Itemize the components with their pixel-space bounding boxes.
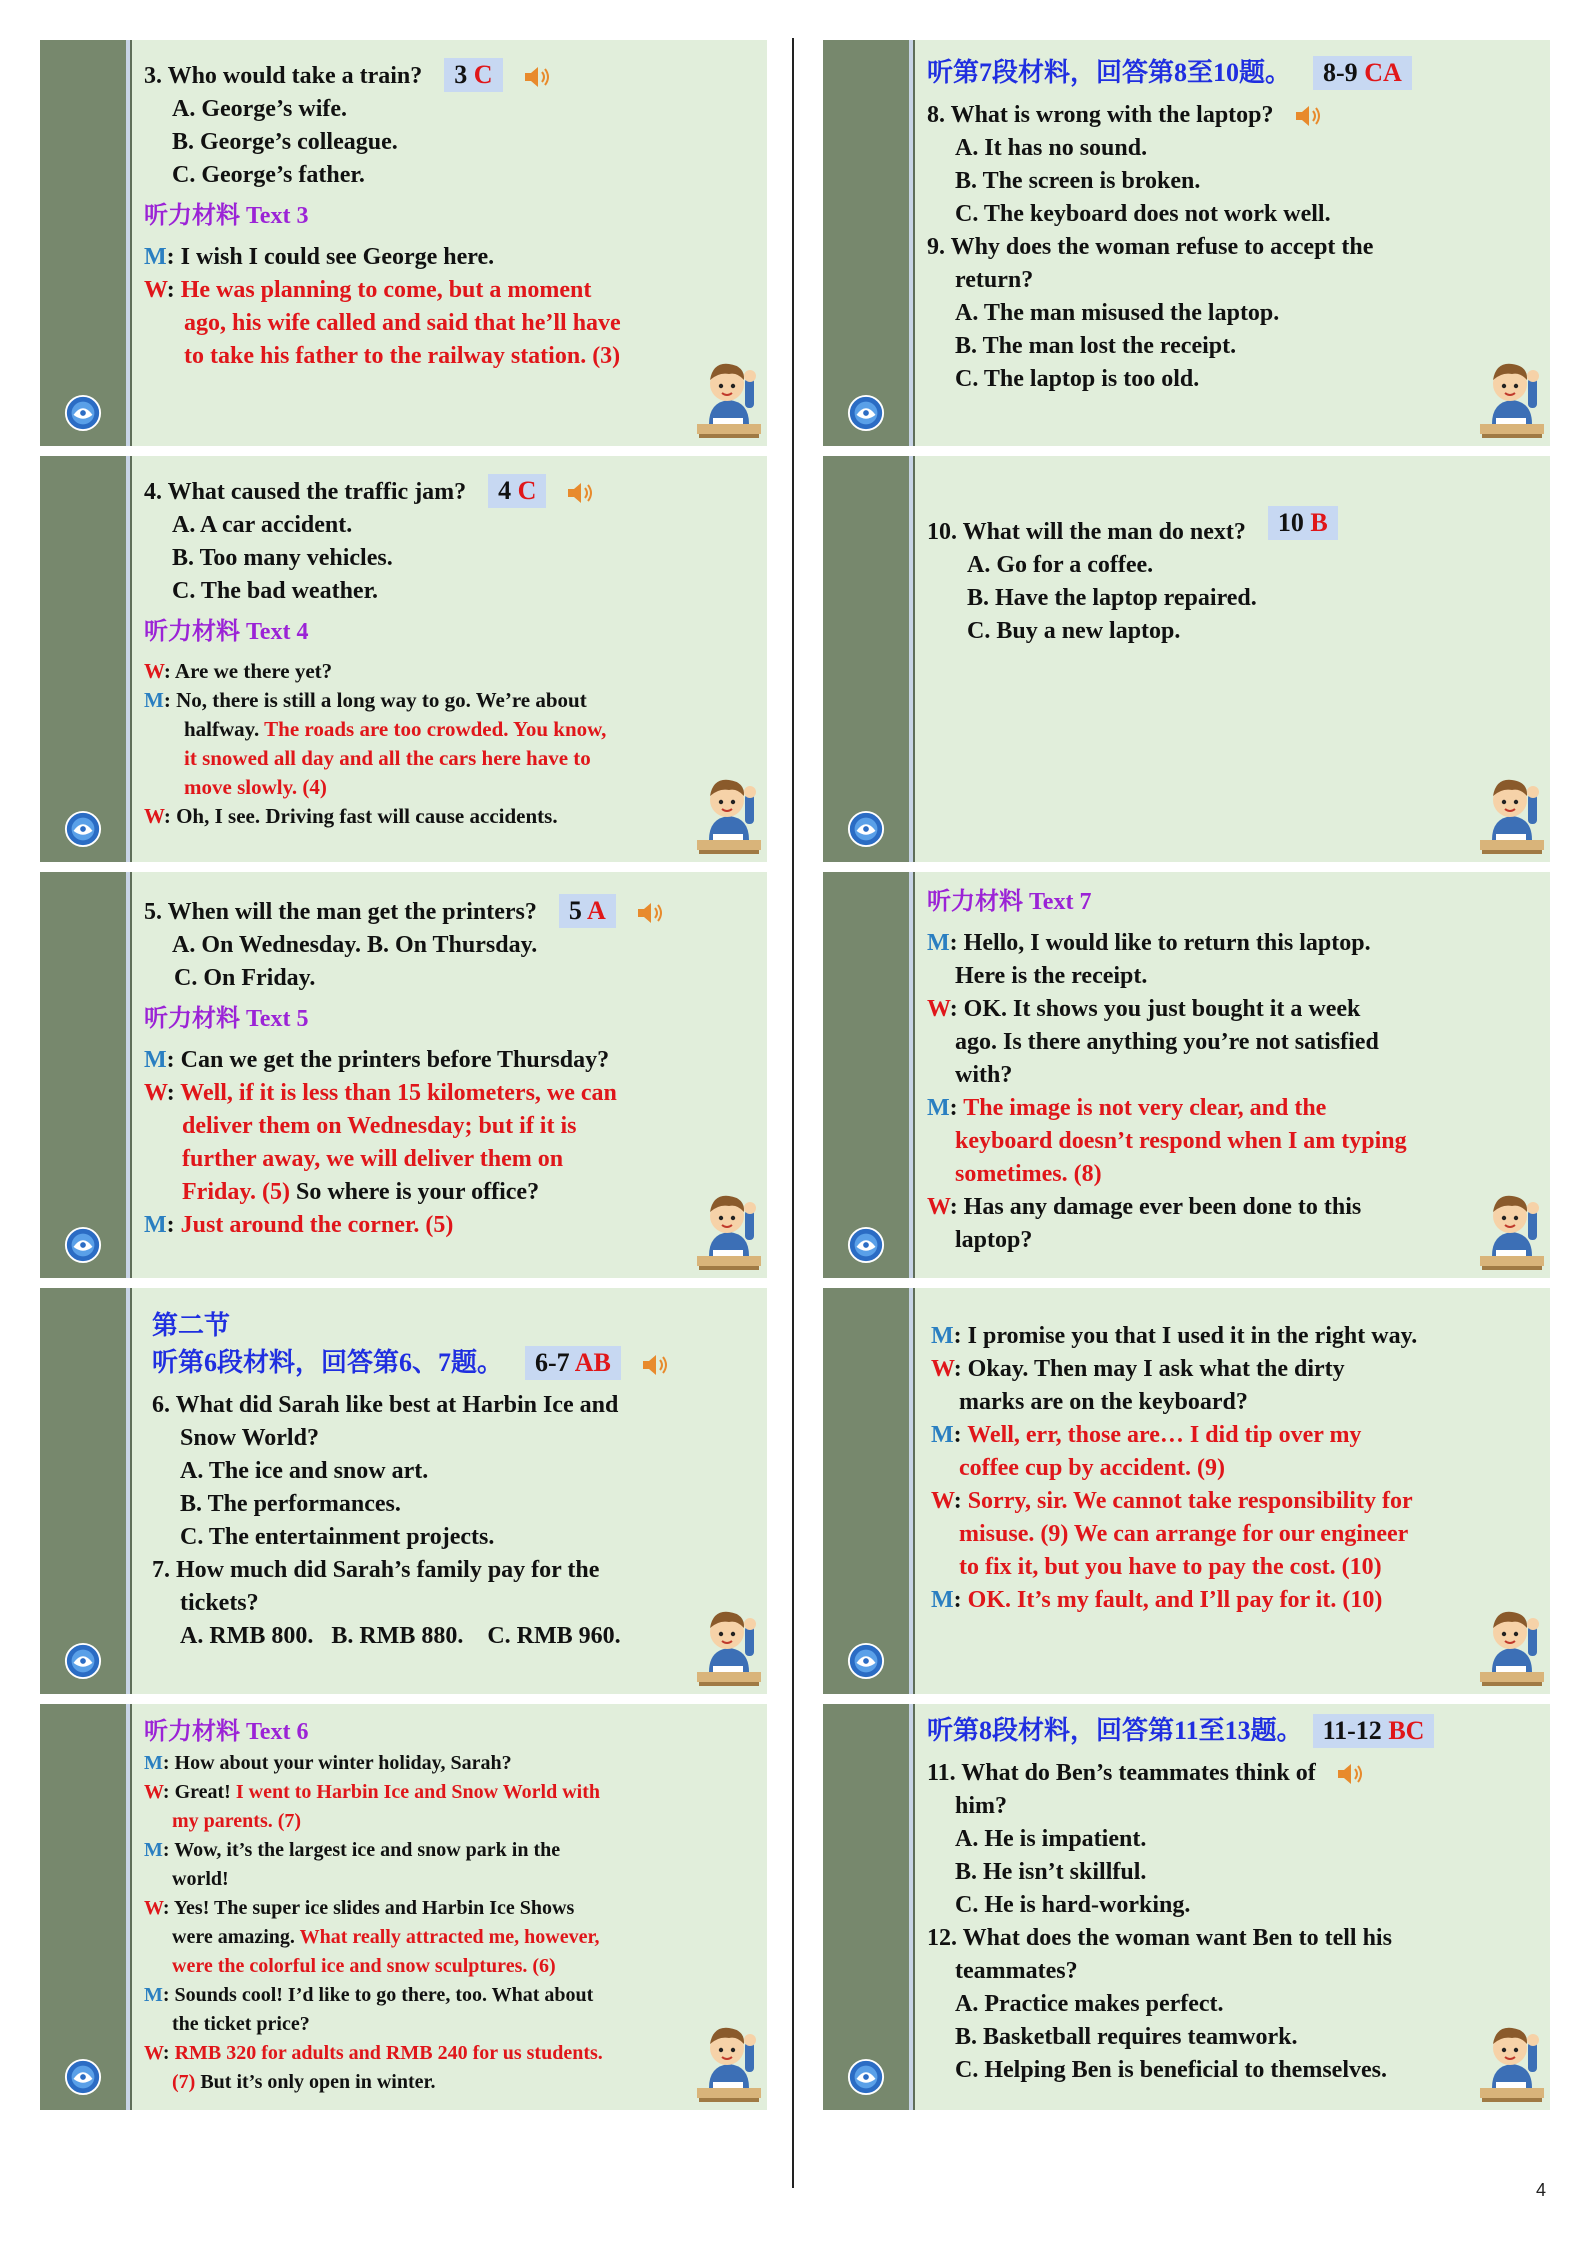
options-row: A. RMB 800. B. RMB 880. C. RMB 960.	[180, 1623, 621, 1649]
option-b: B. Too many vehicles.	[172, 545, 393, 571]
dialogue-line: W: He was planning to come, but a moment	[144, 277, 592, 303]
transcript-heading: 听力材料 Text 3	[144, 203, 309, 229]
option-a: A. It has no sound.	[955, 135, 1148, 161]
dialogue-line: sometimes. (8)	[955, 1161, 1102, 1187]
question-line	[927, 99, 1478, 132]
question-text: return?	[955, 267, 1034, 293]
dialogue-line: were amazing. What really attracted me, however,	[172, 1926, 600, 1948]
dialogue-line: with?	[955, 1062, 1013, 1088]
slide-questions-11-12	[823, 1704, 1550, 2110]
dialogue-line: M: Hello, I would like to return this laptop.	[927, 930, 1371, 956]
school-logo-icon	[64, 2058, 102, 2096]
slide-side-strip	[823, 40, 909, 446]
option-c: C. The bad weather.	[172, 578, 379, 604]
dialogue-line: halfway. The roads are too crowded. You know,	[184, 717, 607, 741]
slide-side-strip	[40, 40, 126, 446]
dialogue-line: Here is the receipt.	[955, 963, 1148, 989]
student-mascot-icon	[1478, 766, 1546, 856]
dialogue-line: Friday. (5) So where is your office?	[182, 1179, 540, 1205]
dialogue-line: misuse. (9) We can arrange for our engineer	[959, 1521, 1409, 1547]
dialogue-line: it snowed all day and all the cars here have to	[184, 746, 591, 770]
option-a: A. A car accident.	[172, 512, 353, 538]
dialogue-line: deliver them on Wednesday; but if it is	[182, 1113, 577, 1139]
slide-side-strip	[40, 1288, 126, 1694]
dialogue-line: W: RMB 320 for adults and RMB 240 for us students.	[144, 2042, 603, 2064]
school-logo-icon	[847, 394, 885, 432]
student-mascot-icon	[695, 1182, 763, 1272]
slide-text-7	[823, 872, 1550, 1278]
question-text: 8. What is wrong with the laptop?	[927, 102, 1274, 128]
school-logo-icon	[64, 1642, 102, 1680]
option-b: B. Have the laptop repaired.	[967, 585, 1257, 611]
school-logo-icon	[64, 394, 102, 432]
option-b: B. Basketball requires teamwork.	[955, 2024, 1298, 2050]
school-logo-icon	[847, 2058, 885, 2096]
answer-badge: 6-7 AB	[525, 1346, 621, 1380]
question-text: 10. What will the man do next?	[927, 519, 1246, 545]
dialogue-line: W: Yes! The super ice slides and Harbin Ice Shows	[144, 1897, 575, 1919]
option-c: C. The entertainment projects.	[180, 1524, 495, 1550]
slide-question-4	[40, 456, 767, 862]
question-line	[144, 894, 695, 929]
question-line	[927, 508, 1478, 549]
option-b: B. He isn’t skillful.	[955, 1859, 1147, 1885]
dialogue-line: move slowly. (4)	[184, 775, 327, 799]
speaker-icon[interactable]	[641, 1352, 671, 1378]
answer-badge: 3 C	[444, 58, 502, 92]
option-c: C. On Friday.	[174, 965, 316, 991]
section-heading-line: 听第7段材料，回答第8至10题。 8-9 CA	[927, 56, 1478, 91]
slide-questions-8-9	[823, 40, 1550, 446]
dialogue-line: W: OK. It shows you just bought it a week	[927, 996, 1361, 1022]
option-b: B. George’s colleague.	[172, 129, 398, 155]
dialogue-line: W: Okay. Then may I ask what the dirty	[931, 1356, 1345, 1382]
school-logo-icon	[64, 810, 102, 848]
slide-question-5	[40, 872, 767, 1278]
question-text: teammates?	[955, 1958, 1078, 1984]
school-logo-icon	[847, 1226, 885, 1264]
option-a: A. Practice makes perfect.	[955, 1991, 1224, 2017]
dialogue-line: (7) But it’s only open in winter.	[172, 2071, 436, 2093]
dialogue-line: ago, his wife called and said that he’ll have	[184, 310, 621, 336]
question-text: 9. Why does the woman refuse to accept the	[927, 234, 1374, 260]
option-b: B. The man lost the receipt.	[955, 333, 1237, 359]
option-c: C. The laptop is too old.	[955, 366, 1200, 392]
question-text: 5. When will the man get the printers?	[144, 899, 537, 925]
question-text: 7. How much did Sarah’s family pay for the	[152, 1557, 600, 1583]
question-text: 3. Who would take a train?	[144, 63, 423, 89]
dialogue-line: W: Great! I went to Harbin Ice and Snow World with	[144, 1781, 600, 1803]
transcript-heading: 听力材料 Text 4	[144, 619, 309, 645]
option-a: A. Go for a coffee.	[967, 552, 1154, 578]
slide-side-strip	[823, 872, 909, 1278]
option-c: C. The keyboard does not work well.	[955, 201, 1331, 227]
answer-badge: 5 A	[559, 894, 616, 928]
dialogue-line: M: No, there is still a long way to go. We’re about	[144, 688, 587, 712]
option-a: A. George’s wife.	[172, 96, 348, 122]
school-logo-icon	[847, 1642, 885, 1680]
question-line	[927, 1757, 1490, 1790]
speaker-icon[interactable]	[636, 900, 666, 926]
section-heading-line: 听第6段材料，回答第6、7题。 6-7 AB	[152, 1346, 695, 1381]
dialogue-line: W: Oh, I see. Driving fast will cause accidents.	[144, 804, 558, 828]
slide-side-strip	[40, 456, 126, 862]
speaker-icon[interactable]	[1294, 103, 1324, 129]
option-b: B. The screen is broken.	[955, 168, 1201, 194]
dialogue-line: ago. Is there anything you’re not satisfied	[955, 1029, 1379, 1055]
transcript-heading: 听力材料 Text 7	[927, 889, 1092, 915]
question-line	[144, 474, 695, 509]
question-text: 11. What do Ben’s teammates think of	[927, 1760, 1316, 1786]
option-a: A. The man misused the laptop.	[955, 300, 1280, 326]
dialogue-line: laptop?	[955, 1227, 1033, 1253]
column-divider	[792, 38, 794, 2188]
question-text: Snow World?	[180, 1425, 319, 1451]
student-mascot-icon	[695, 766, 763, 856]
dialogue-line: the ticket price?	[172, 2013, 310, 2035]
question-text: 4. What caused the traffic jam?	[144, 479, 467, 505]
dialogue-line: M: Wow, it’s the largest ice and snow park in the	[144, 1839, 561, 1861]
answer-badge: 4 C	[488, 474, 546, 508]
dialogue-line: keyboard doesn’t respond when I am typing	[955, 1128, 1407, 1154]
dialogue-line: W: Has any damage ever been done to this	[927, 1194, 1362, 1220]
option-a: A. The ice and snow art.	[180, 1458, 429, 1484]
question-text: 6. What did Sarah like best at Harbin Ice and	[152, 1392, 619, 1418]
slide-section-two	[40, 1288, 767, 1694]
student-mascot-icon	[1478, 350, 1546, 440]
student-mascot-icon	[1478, 1182, 1546, 1272]
speaker-icon[interactable]	[566, 480, 596, 506]
section-heading-line: 听第8段材料，回答第11至13题。 11-12 BC	[927, 1714, 1490, 1749]
dialogue-line: M: Can we get the printers before Thursday?	[144, 1047, 610, 1073]
question-text: him?	[955, 1793, 1008, 1819]
dialogue-line: marks are on the keyboard?	[959, 1389, 1248, 1415]
dialogue-line: M: Well, err, those are… I did tip over my	[931, 1422, 1362, 1448]
dialogue-line: were the colorful ice and snow sculptures. (6)	[172, 1955, 556, 1977]
question-text: 12. What does the woman want Ben to tell his	[927, 1925, 1392, 1951]
dialogue-line: my parents. (7)	[172, 1810, 302, 1832]
option-c: C. Buy a new laptop.	[967, 618, 1181, 644]
dialogue-line: W: Well, if it is less than 15 kilometers, we can	[144, 1080, 617, 1106]
transcript-heading: 听力材料 Text 5	[144, 1006, 309, 1032]
transcript-heading: 听力材料 Text 6	[144, 1719, 309, 1745]
dialogue-line: M: Sounds cool! I’d like to go there, too. What about	[144, 1984, 594, 2006]
school-logo-icon	[847, 810, 885, 848]
dialogue-line: W: Are we there yet?	[144, 659, 333, 683]
dialogue-line: M: I promise you that I used it in the right way.	[931, 1323, 1418, 1349]
answer-badge: 10 B	[1268, 506, 1338, 540]
slide-question-10	[823, 456, 1550, 862]
answer-badge: 11-12 BC	[1313, 1714, 1435, 1748]
dialogue-line: M: I wish I could see George here.	[144, 244, 495, 270]
dialogue-line: to fix it, but you have to pay the cost. (10)	[959, 1554, 1382, 1580]
slide-text-7-continued	[823, 1288, 1550, 1694]
option-c: C. George’s father.	[172, 162, 365, 188]
slide-side-strip	[40, 872, 126, 1278]
slide-question-3	[40, 40, 767, 446]
option-c: C. He is hard-working.	[955, 1892, 1191, 1918]
school-logo-icon	[64, 1226, 102, 1264]
dialogue-line: M: OK. It’s my fault, and I’ll pay for it. (10)	[931, 1587, 1383, 1613]
dialogue-line: M: The image is not very clear, and the	[927, 1095, 1327, 1121]
slide-text-6	[40, 1704, 767, 2110]
speaker-icon[interactable]	[523, 64, 553, 90]
option-a: A. He is impatient.	[955, 1826, 1147, 1852]
question-line	[144, 58, 695, 93]
dialogue-line: W: Sorry, sir. We cannot take responsibility for	[931, 1488, 1413, 1514]
slide-side-strip	[40, 1704, 126, 2110]
speaker-icon[interactable]	[1336, 1761, 1366, 1787]
dialogue-line: to take his father to the railway station. (3)	[184, 343, 621, 369]
slide-side-strip	[823, 456, 909, 862]
answer-badge: 8-9 CA	[1313, 56, 1412, 90]
option-c: C. Helping Ben is beneficial to themselves.	[955, 2057, 1387, 2083]
slide-side-strip	[823, 1704, 909, 2110]
slide-side-strip	[823, 1288, 909, 1694]
question-text: tickets?	[180, 1590, 259, 1616]
dialogue-line: M: Just around the corner. (5)	[144, 1212, 454, 1238]
option-b: B. The performances.	[180, 1491, 401, 1517]
dialogue-line: M: How about your winter holiday, Sarah?	[144, 1752, 512, 1774]
student-mascot-icon	[695, 2014, 763, 2104]
dialogue-line: coffee cup by accident. (9)	[959, 1455, 1225, 1481]
dialogue-line: world!	[172, 1868, 229, 1890]
dialogue-line: further away, we will deliver them on	[182, 1146, 564, 1172]
student-mascot-icon	[695, 350, 763, 440]
section-title: 第二节	[152, 1311, 231, 1340]
option-a-b: A. On Wednesday. B. On Thursday.	[172, 932, 538, 958]
student-mascot-icon	[695, 1598, 763, 1688]
page-number: 4	[1536, 2180, 1547, 2200]
